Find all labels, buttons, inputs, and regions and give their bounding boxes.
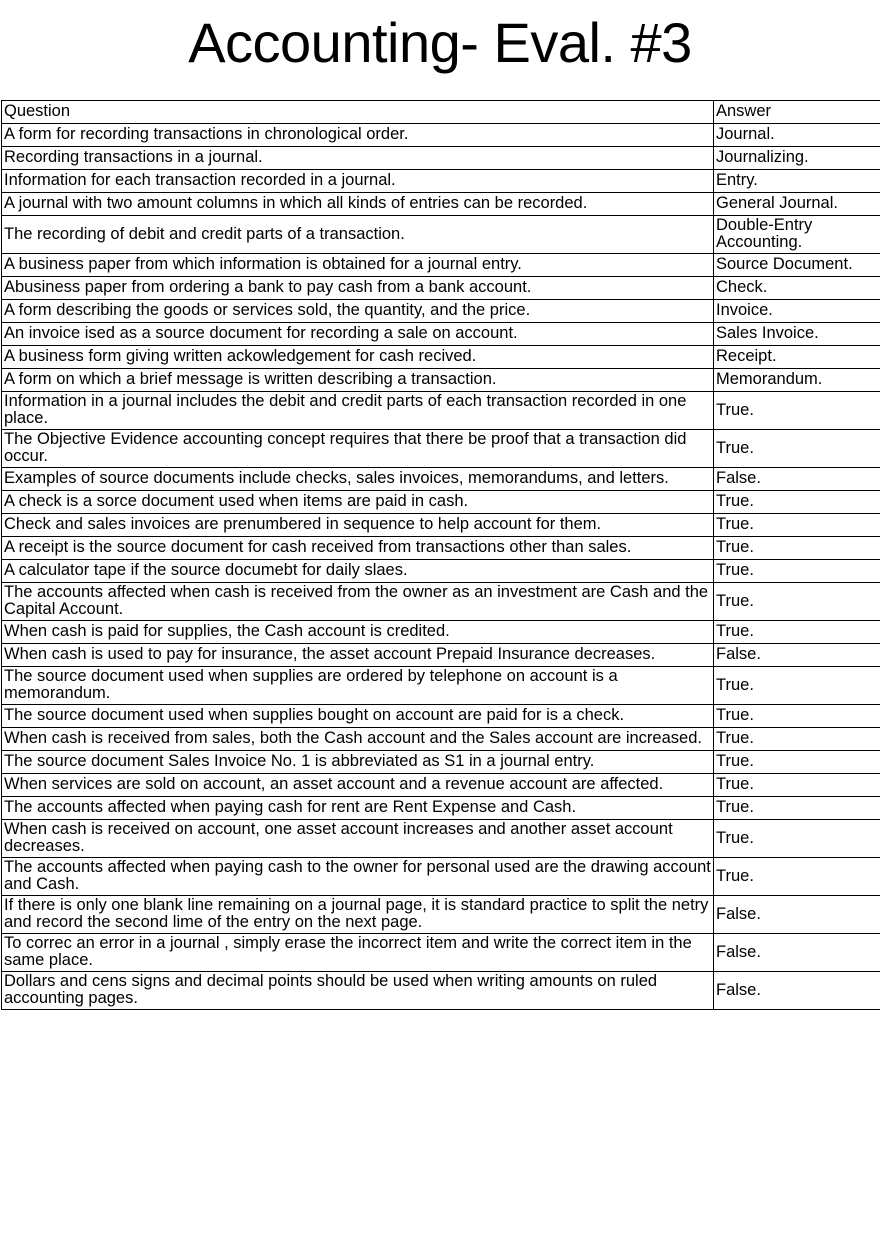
table-row [2,820,880,858]
answer-cell: General Journal. [714,193,880,216]
answer-cell: Receipt. [714,346,880,369]
table-row [2,170,880,193]
answer-cell: Entry. [714,170,880,193]
table-row [2,972,880,1010]
question-cell: The source document used when supplies bought on account are paid for is a check. [2,705,714,728]
qa-table [1,100,880,1010]
answer-cell: True. [714,751,880,774]
answer-cell: Invoice. [714,300,880,323]
answer-cell: Memorandum. [714,369,880,392]
table-row [2,560,880,583]
answer-cell: True. [714,621,880,644]
question-cell: When cash is paid for supplies, the Cash account is credited. [2,621,714,644]
question-column-header: Question [2,101,714,124]
table-row [2,797,880,820]
question-cell: A receipt is the source document for cash received from transactions other than sales. [2,537,714,560]
table-row [2,934,880,972]
answer-cell: Journal. [714,124,880,147]
answer-cell: Sales Invoice. [714,323,880,346]
answer-cell: Source Document. [714,254,880,277]
question-cell: Information for each transaction recorded in a journal. [2,170,714,193]
table-row [2,277,880,300]
answer-cell: True. [714,705,880,728]
answer-cell: True. [714,583,880,621]
table-row [2,858,880,896]
table-row [2,147,880,170]
question-cell: When cash is used to pay for insurance, the asset account Prepaid Insurance decreases. [2,644,714,667]
question-cell: When cash is received from sales, both the Cash account and the Sales account are increased. [2,728,714,751]
table-row [2,430,880,468]
table-row [2,300,880,323]
question-cell: A check is a sorce document used when items are paid in cash. [2,491,714,514]
table-row [2,392,880,430]
question-cell: A form for recording transactions in chronological order. [2,124,714,147]
table-row [2,705,880,728]
question-cell: A business form giving written ackowledgement for cash recived. [2,346,714,369]
question-cell: A form describing the goods or services sold, the quantity, and the price. [2,300,714,323]
question-cell: A journal with two amount columns in which all kinds of entries can be recorded. [2,193,714,216]
question-cell: If there is only one blank line remaining on a journal page, it is standard practice to split the netry and record the second lime of the entry on the next page. [2,896,714,934]
table-row [2,468,880,491]
answer-cell: True. [714,514,880,537]
question-cell: The accounts affected when paying cash for rent are Rent Expense and Cash. [2,797,714,820]
table-row [2,193,880,216]
answer-cell: Journalizing. [714,147,880,170]
question-cell: The source document Sales Invoice No. 1 is abbreviated as S1 in a journal entry. [2,751,714,774]
answer-cell: True. [714,392,880,430]
table-row [2,583,880,621]
table-row [2,346,880,369]
table-header-row [2,101,880,124]
table-row [2,751,880,774]
answer-column-header: Answer [714,101,880,124]
answer-cell: True. [714,560,880,583]
question-cell: Abusiness paper from ordering a bank to pay cash from a bank account. [2,277,714,300]
answer-cell: Check. [714,277,880,300]
answer-cell: True. [714,858,880,896]
question-cell: Information in a journal includes the debit and credit parts of each transaction recorded in one place. [2,392,714,430]
table-row [2,369,880,392]
answer-cell: Double-Entry Accounting. [714,216,880,254]
question-cell: The accounts affected when paying cash to the owner for personal used are the drawing account and Cash. [2,858,714,896]
table-row [2,537,880,560]
question-cell: The Objective Evidence accounting concept requires that there be proof that a transaction did occur. [2,430,714,468]
question-cell: A calculator tape if the source documebt for daily slaes. [2,560,714,583]
table-row [2,774,880,797]
answer-cell: False. [714,468,880,491]
question-cell: The accounts affected when cash is received from the owner as an investment are Cash and the Capital Account. [2,583,714,621]
question-cell: Recording transactions in a journal. [2,147,714,170]
answer-cell: True. [714,537,880,560]
answer-cell: True. [714,797,880,820]
question-cell: A form on which a brief message is written describing a transaction. [2,369,714,392]
table-row [2,216,880,254]
answer-cell: True. [714,430,880,468]
question-cell: Check and sales invoices are prenumbered in sequence to help account for them. [2,514,714,537]
answer-cell: False. [714,644,880,667]
question-cell: When services are sold on account, an asset account and a revenue account are affected. [2,774,714,797]
answer-cell: False. [714,896,880,934]
answer-cell: True. [714,667,880,705]
question-cell: A business paper from which information is obtained for a journal entry. [2,254,714,277]
answer-cell: True. [714,491,880,514]
table-body [2,124,880,1010]
table-row [2,896,880,934]
table-row [2,728,880,751]
table-row [2,323,880,346]
table-row [2,514,880,537]
table-row [2,254,880,277]
table-row [2,667,880,705]
table-row [2,621,880,644]
question-cell: Examples of source documents include checks, sales invoices, memorandums, and letters. [2,468,714,491]
question-cell: The recording of debit and credit parts of a transaction. [2,216,714,254]
answer-cell: True. [714,774,880,797]
question-cell: To correc an error in a journal , simply erase the incorrect item and write the correct item in the same place. [2,934,714,972]
table-row [2,491,880,514]
page-title: Accounting- Eval. #3 [188,11,692,74]
table-row [2,124,880,147]
answer-cell: True. [714,728,880,751]
question-cell: Dollars and cens signs and decimal points should be used when writing amounts on ruled accounting pages. [2,972,714,1010]
answer-cell: False. [714,934,880,972]
answer-cell: False. [714,972,880,1010]
question-cell: An invoice ised as a source document for recording a sale on account. [2,323,714,346]
question-cell: When cash is received on account, one asset account increases and another asset account decreases. [2,820,714,858]
table-row [2,644,880,667]
answer-cell: True. [714,820,880,858]
question-cell: The source document used when supplies are ordered by telephone on account is a memorandum. [2,667,714,705]
